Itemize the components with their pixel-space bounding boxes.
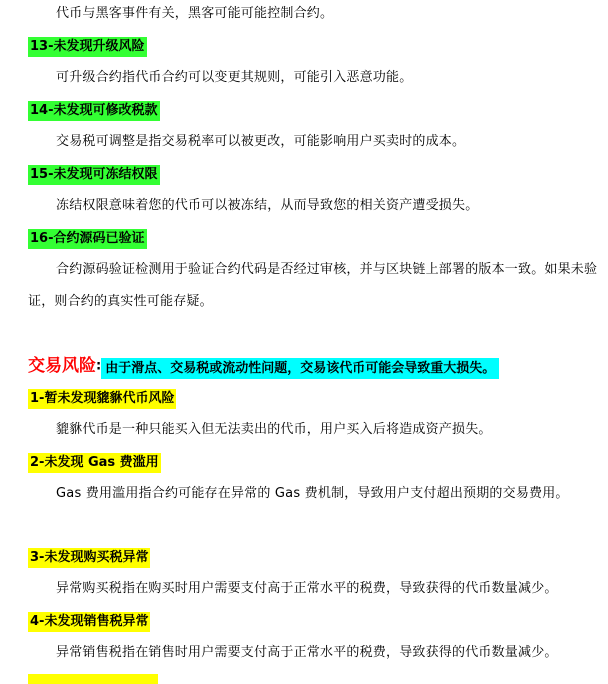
paragraph-upgrade: 可升级合约指代币合约可以变更其规则，可能引入恶意功能。 (56, 70, 413, 85)
risk-label-freeze: 15-未发现可冻结权限 (28, 165, 160, 185)
risk-label-source-verified: 16-合约源码已验证 (28, 229, 147, 249)
paragraph-buy-tax: 异常购买税指在购买时用户需要支付高于正常水平的税费，导致获得的代币数量减少。 (56, 581, 558, 596)
risk-label-sell-tax: 4-未发现销售税异常 (28, 612, 150, 632)
paragraph-honeypot: 貔貅代币是一种只能买入但无法卖出的代币，用户买入后将造成资产损失。 (56, 422, 492, 437)
risk-label-honeypot: 1-暂未发现貔貅代币风险 (28, 389, 176, 409)
paragraph-source-verified: 合约源码验证检测用于验证合约代码是否经过审核，并与区块链上部署的版本一致。如果未验证，则合约的真实性可能存疑。 (28, 262, 598, 309)
paragraph-sell-tax: 异常销售税指在销售时用户需要支付高于正常水平的税费，导致获得的代币数量减少。 (56, 645, 558, 660)
trade-risk-heading (28, 352, 499, 380)
trade-risk-summary: 由于滑点、交易税或流动性问题，交易该代币可能会导致重大损失。 (101, 358, 499, 379)
risk-label-modifiable-tax: 14-未发现可修改税款 (28, 101, 160, 121)
paragraph-hacker-event: 代币与黑客事件有关，黑客可能可能控制合约。 (56, 6, 334, 21)
paragraph-gas-abuse: Gas 费用滥用指合约可能存在异常的 Gas 费机制，导致用户支付超出预期的交易费用。 (56, 486, 569, 501)
trade-risk-title: 交易风险 (28, 356, 96, 376)
paragraph-freeze: 冻结权限意味着您的代币可以被冻结，从而导致您的相关资产遭受损失。 (56, 198, 479, 213)
next-label-highlight (28, 674, 158, 684)
risk-label-buy-tax: 3-未发现购买税异常 (28, 548, 150, 568)
trade-risk-colon: : (96, 358, 102, 374)
risk-label-upgrade: 13-未发现升级风险 (28, 37, 147, 57)
paragraph-modifiable-tax: 交易税可调整是指交易税率可以被更改，可能影响用户买卖时的成本。 (56, 134, 466, 149)
risk-label-gas-abuse: 2-未发现 Gas 费滥用 (28, 453, 161, 473)
